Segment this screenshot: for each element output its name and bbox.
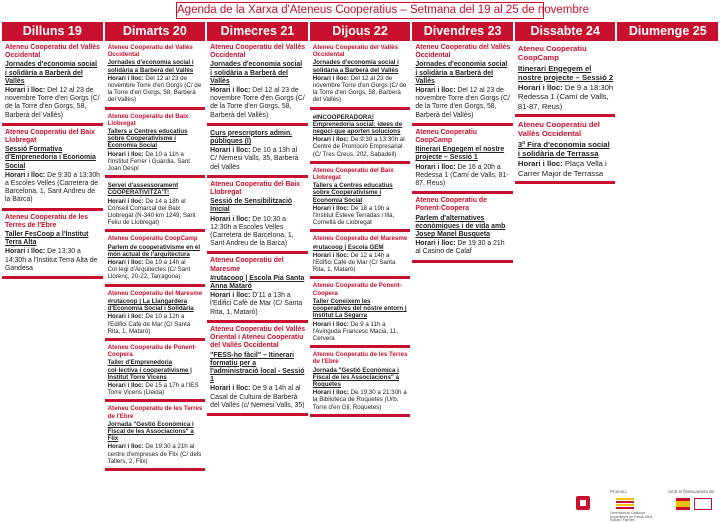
day-header: Dimecres 21 xyxy=(207,22,308,41)
schedule-details: De 10 a 14h al Col·legi d'Arquitectes (C/ Sant Llorenç, 20-22, Tarragona) xyxy=(107,259,191,281)
event-card xyxy=(105,344,206,402)
event-organizer: Ateneu Cooperatiu del Maresme xyxy=(312,235,408,243)
schedule-label: Horari i lloc: xyxy=(107,197,144,205)
generalitat-logo xyxy=(616,498,634,510)
event-schedule xyxy=(415,164,511,189)
schedule-details: De 15 a 17h a l'IES Torre Vicens (Lleida) xyxy=(107,381,199,397)
schedule-label: Horari i lloc: xyxy=(312,204,349,212)
event-name-link[interactable]: Taller d'Emprenedoria col·lectiva i cooperativisme | Institut Torre Vicens xyxy=(107,359,192,381)
event-card xyxy=(207,129,308,178)
day-column xyxy=(105,22,206,507)
event-organizer: Ateneu Cooperatiu del Baix Llobregat xyxy=(5,128,95,145)
event-name-link[interactable]: Itinerari Engegem el nostre projecte – Sessió 2 xyxy=(517,63,614,82)
event-organizer: Ateneu Cooperatiu del Vallès Occidental xyxy=(210,44,306,60)
event-schedule xyxy=(108,198,204,227)
event-card xyxy=(310,44,411,110)
day-column xyxy=(515,22,616,507)
schedule-label: Horari i lloc: xyxy=(517,83,563,93)
event-schedule xyxy=(518,159,614,178)
event-schedule xyxy=(210,292,306,317)
event-card xyxy=(310,351,411,417)
event-card xyxy=(207,326,308,416)
event-organizer: Ateneu Cooperatiu del Vallès Occidental xyxy=(415,44,511,60)
schedule-details: De 12 a 14h a l'Edifici Cafè de Mar (C/ Santa Rita, 1, Mataró) xyxy=(312,251,396,274)
schedule-details: De 9 a 14h al al Casal de Cultura de Barberà del Vallès (c/ Nemesi Valls, 35) xyxy=(210,385,305,409)
event-organizer: Ateneu Cooperatiu CoopCamp xyxy=(415,128,477,145)
footer-logos xyxy=(576,488,716,523)
event-organizer: Ateneu Cooperatiu del Baix Llobregat xyxy=(107,112,189,127)
schedule-details: Plaça Vella i Carrer Major de Terrassa xyxy=(517,159,607,178)
event-card xyxy=(412,129,513,194)
day-header: Dissabte 24 xyxy=(515,22,616,41)
event-card xyxy=(2,44,103,126)
schedule-label: Horari i lloc: xyxy=(312,74,349,82)
event-schedule xyxy=(210,87,306,120)
event-organizer: Ateneu Cooperatiu del Vallès Occidental xyxy=(107,44,193,59)
xarxa-ateneus-logo xyxy=(576,496,590,510)
event-organizer: Ateneu Cooperatiu de Ponent-Coopera xyxy=(107,343,197,359)
event-card xyxy=(207,44,308,126)
schedule-label: Horari i lloc: xyxy=(312,320,349,328)
event-schedule xyxy=(108,75,204,104)
schedule-details: Del 12 al 23 de novembre Torre d'en Gorgs (C/ de la Torre d'en Gorgs, 58, Barberà del Vallès) xyxy=(210,87,305,119)
day-column xyxy=(207,22,308,507)
event-name-link[interactable]: #rutacoop | La Llangardera d'Economia Social i Solidària xyxy=(107,297,194,313)
schedule-details: Del 12 al 23 de novembre Torre d'en Gorgs (C/ de la Torre d'en Gorgs, 58, Barberà del Vallès) xyxy=(312,74,407,104)
schedule-details: De 19:30 a 21:30h a la Biblioteca de Roquetes (Urb. Torre d'en Gil, Roquetes) xyxy=(312,389,407,411)
schedule-details: De 10:30 a 12:30h a Escoles Velles (Carretera de Barcelona, 1, Sant Andreu de la Barca) xyxy=(210,215,294,248)
promou-label: Promou: xyxy=(610,489,628,494)
event-name-link[interactable]: Servei d'assessorament COOPERATIVITZA'T! xyxy=(107,182,179,197)
event-name-link[interactable]: #rutacoop | Escola Pia Santa Anna Mataró xyxy=(210,274,305,291)
event-schedule xyxy=(5,87,101,120)
event-organizer: Ateneu Cooperatiu del Vallès Occidental xyxy=(312,44,399,59)
event-organizer: Ateneu Cooperatiu del Maresme xyxy=(210,257,284,273)
event-organizer: Ateneu Cooperatiu del Vallès Occidental xyxy=(517,120,600,139)
event-schedule xyxy=(108,151,204,173)
event-name-link[interactable]: Jornades d'economia social i solidària a Barberà del Vallès xyxy=(312,59,399,74)
event-name-link[interactable]: Itinerari Engegem el nostre projecte – Sessió 1 xyxy=(415,146,505,162)
event-card xyxy=(310,113,411,164)
event-card xyxy=(105,290,206,341)
event-organizer: Ateneu Cooperatiu del Baix Llobregat xyxy=(210,180,301,197)
schedule-details: De 9 a 18:30h Redessa 1 (Camí de Valls, 81-87, Reus) xyxy=(517,83,614,111)
event-organizer: Ateneu Cooperatiu de Ponent-Coopera xyxy=(415,197,487,213)
event-name-link[interactable]: Taller FesCoop a l'Institut Terra Alta xyxy=(5,231,89,247)
event-schedule xyxy=(313,136,409,158)
event-name-link[interactable]: Jornades d'economia social i solidària a Barberà del Vallès xyxy=(5,61,98,85)
event-name-link[interactable]: Jornada "Gestió Econòmica i Fiscal de les Associacions" a Flix xyxy=(107,420,194,443)
day-column xyxy=(412,22,513,507)
event-schedule xyxy=(210,385,306,410)
event-card xyxy=(2,129,103,211)
event-card xyxy=(515,44,616,117)
schedule-label: Horari i lloc: xyxy=(210,147,251,155)
schedule-label: Horari i lloc: xyxy=(5,87,46,95)
schedule-details: De 10 a 13h al C/ Nemesi Valls, 35, Barberà del Vallès xyxy=(210,147,299,171)
event-organizer: Ateneu Cooperatiu del Baix Llobregat xyxy=(312,166,394,182)
schedule-label: Horari i lloc: xyxy=(312,136,349,144)
day-header: Dilluns 19 xyxy=(2,22,103,41)
event-organizer: Ateneu Cooperatiu de les Terres de l'Ebre xyxy=(5,213,89,229)
event-name-link[interactable]: 3ª Fira d'economia social i solidària de Terrassa xyxy=(517,139,610,158)
financed-label: Amb el finançament de: xyxy=(668,489,716,494)
schedule-details: De 13:30 a 14:30h a l'Institut Terra Alta de Gandesa xyxy=(5,248,98,272)
event-card xyxy=(515,120,616,184)
event-card xyxy=(207,257,308,322)
schedule-label: Horari i lloc: xyxy=(107,150,144,158)
event-schedule xyxy=(5,248,101,273)
schedule-label: Horari i lloc: xyxy=(210,215,251,223)
day-column xyxy=(617,22,718,507)
schedule-label: Horari i lloc: xyxy=(5,248,46,256)
event-name-link[interactable]: Jornades d'economia social i solidària a Barberà del Vallès xyxy=(107,59,194,74)
event-card xyxy=(412,197,513,262)
event-schedule xyxy=(415,87,511,120)
event-name-link[interactable]: Parlem d'alternatives econòmiques i de vida amb Josep Manel Busqueta xyxy=(415,214,506,239)
schedule-label: Horari i lloc: xyxy=(107,313,144,321)
event-card xyxy=(105,405,206,471)
event-organizer: Ateneu Cooperatiu del Maresme xyxy=(107,289,203,297)
day-column xyxy=(310,22,411,507)
event-name-link[interactable]: Tallers a Centres educatius sobre Cooperativisme i Economia Social xyxy=(107,128,188,150)
schedule-label: Horari i lloc: xyxy=(107,443,144,451)
page-title: Agenda de la Xarxa d'Ateneus Cooperatius – Setmana del 19 al 25 de novembre xyxy=(176,2,544,19)
schedule-label: Horari i lloc: xyxy=(210,385,251,393)
schedule-label: Horari i lloc: xyxy=(210,87,251,95)
event-card xyxy=(105,44,206,110)
event-name-link[interactable]: "FESS-ho fàcil" – Itinerari formatiu per a l'administració local - Sessió 1 xyxy=(210,351,305,384)
spain-government-logo xyxy=(676,498,690,510)
event-name-link[interactable]: Sessió de Sensibilització Inicial xyxy=(210,198,293,214)
event-organizer: Ateneu Cooperatiu de les Terres de l'Ebre xyxy=(107,405,203,420)
event-schedule xyxy=(518,83,614,111)
schedule-details: Del 12 al 23 de novembre Torre d'en Gorgs (C/ de la Torre d'en Gorgs, 58, Barberà del Vallès) xyxy=(5,87,100,119)
event-schedule xyxy=(313,205,409,227)
event-card xyxy=(310,167,411,233)
event-schedule xyxy=(108,313,204,335)
schedule-label: Horari i lloc: xyxy=(312,251,349,259)
event-name-link[interactable]: Sessió Formativa d'Emprenedoria i Economia Social xyxy=(5,146,96,170)
schedule-details: De 9:30 a 13:30h a Escoles Velles (Carretera de Barcelona, 1, Sant Andreu de la Barca) xyxy=(5,171,101,204)
event-organizer: Ateneu Cooperatiu CoopCamp xyxy=(517,44,587,63)
schedule-label: Horari i lloc: xyxy=(5,171,46,179)
schedule-label: Horari i lloc: xyxy=(210,292,251,300)
schedule-details: De 10 a 11h a l'Institut Ferrer i Guàrdia, Sant Joan Despí xyxy=(107,150,190,173)
event-organizer: Ateneu Cooperatiu CoopCamp xyxy=(107,235,198,243)
event-organizer: Ateneu Cooperatiu de Ponent-Coopera xyxy=(312,282,402,297)
schedule-details: De 9 a 11h a l'Avinguda Francesc Macià, 11, Cervera xyxy=(312,320,398,342)
schedule-label: Horari i lloc: xyxy=(107,74,144,82)
schedule-label: Horari i lloc: xyxy=(415,240,456,248)
event-schedule xyxy=(210,147,306,172)
schedule-details: Del 12 al 23 de novembre Torre d'en Gorgs (C/ de la Torre d'en Gorgs, 58, Barberà del Vallès) xyxy=(107,74,202,104)
schedule-label: Horari i lloc: xyxy=(312,389,349,397)
schedule-details: Del 12 al 23 de novembre Torre d'en Gorgs (C/ de la Torre d'en Gorgs, 58, Barberà del Vallès) xyxy=(415,87,510,119)
event-schedule xyxy=(415,240,511,256)
week-grid xyxy=(2,22,718,507)
event-schedule xyxy=(108,259,204,281)
event-schedule xyxy=(313,252,409,274)
event-card xyxy=(412,44,513,126)
schedule-details: De 10 a 12h a l'Edifici Cafè de Mar (C/ Santa Rita, 1, Mataró) xyxy=(107,313,191,335)
schedule-label: Horari i lloc: xyxy=(415,163,456,171)
schedule-details: De 19:30 a 21h al Casino de Calaf xyxy=(415,240,505,256)
event-schedule xyxy=(5,172,101,205)
event-organizer: Ateneu Cooperatiu del Vallès Occidental xyxy=(5,44,100,60)
event-schedule xyxy=(108,443,204,465)
event-name-link[interactable]: Taller Coneixem les cooperatives del nostre entorn | Institut La Segarra xyxy=(312,297,407,320)
event-card xyxy=(105,113,206,179)
event-schedule xyxy=(108,382,204,396)
day-header: Dijous 22 xyxy=(310,22,411,41)
generalitat-text: Generalitat de Catalunya Departament de Treball, Afers Socials i Famílies xyxy=(610,511,653,523)
day-header: Divendres 23 xyxy=(412,22,513,41)
event-card xyxy=(2,214,103,279)
event-card xyxy=(310,235,411,279)
event-organizer: Ateneu Cooperatiu del Vallès Oriental i Ateneu Cooperatiu del Vallès Occidental xyxy=(210,325,306,350)
event-name-link[interactable]: Parlem de cooperativisme en el món actual de l'arquitectura xyxy=(107,243,201,258)
event-card xyxy=(105,235,206,286)
event-card xyxy=(207,181,308,255)
event-card xyxy=(310,282,411,348)
schedule-label: Horari i lloc: xyxy=(415,87,456,95)
schedule-label: Horari i lloc: xyxy=(517,159,563,169)
schedule-details: De 14 a 18h el Consell Comarcal del Baix Llobregat (N-340 km 1249, Sant Feliu de Llobregat) xyxy=(107,197,196,227)
schedule-details: De 18 a 19h a l'Institut Esteve Terradas i Illa, Cornellà de Llobregat xyxy=(312,204,395,227)
event-name-link[interactable]: Jornades d'economia social i solidària a Barberà del Vallès xyxy=(415,61,508,85)
event-name-link[interactable]: Curs prescriptors admin. públiques (I) xyxy=(210,129,293,146)
event-name-link[interactable]: #rutacoop | Escola GEM xyxy=(312,243,384,251)
schedule-label: Horari i lloc: xyxy=(107,381,144,389)
event-schedule xyxy=(313,321,409,343)
day-column xyxy=(2,22,103,507)
event-name-link[interactable]: Jornada "Gestió Econòmica i Fiscal de les Associacions" a Roquetes xyxy=(312,366,400,388)
event-card xyxy=(105,181,206,232)
sepe-logo xyxy=(694,498,712,510)
event-name-link[interactable]: #INCOOPERADORA! Emprenedoria social: idees de negoci que aporten solucions xyxy=(312,113,403,136)
event-name-link[interactable]: Tallers a Centres educatius sobre Cooperativisme i Economia Social xyxy=(312,182,393,204)
day-header: Dimarts 20 xyxy=(105,22,206,41)
event-schedule xyxy=(313,75,409,104)
schedule-label: Horari i lloc: xyxy=(107,259,144,267)
schedule-details: De 9:30 a 13:30h al Centre de Promoció Empresarial (C/ Tres Creus, 202, Sabadell) xyxy=(312,136,405,158)
schedule-details: De 16 a 20h a Redessa 1 (Camí de Valls, 81-87, Reus) xyxy=(415,163,509,188)
event-schedule xyxy=(313,389,409,411)
event-schedule xyxy=(210,216,306,249)
event-organizer: Ateneu Cooperatiu de les Terres de l'Ebre xyxy=(312,351,408,366)
schedule-details: De 19:30 a 21h al centre d'empreses de Flix (C/ dels Tallers, 2, Flix) xyxy=(107,443,202,465)
event-name-link[interactable]: Jornades d'economia social i solidària a Barberà del Vallès xyxy=(210,61,303,85)
day-header: Diumenge 25 xyxy=(617,22,718,41)
schedule-details: D'11 a 13h a l'Edifici Cafè de Mar (C/ Santa Rita, 1, Mataró) xyxy=(210,292,303,316)
